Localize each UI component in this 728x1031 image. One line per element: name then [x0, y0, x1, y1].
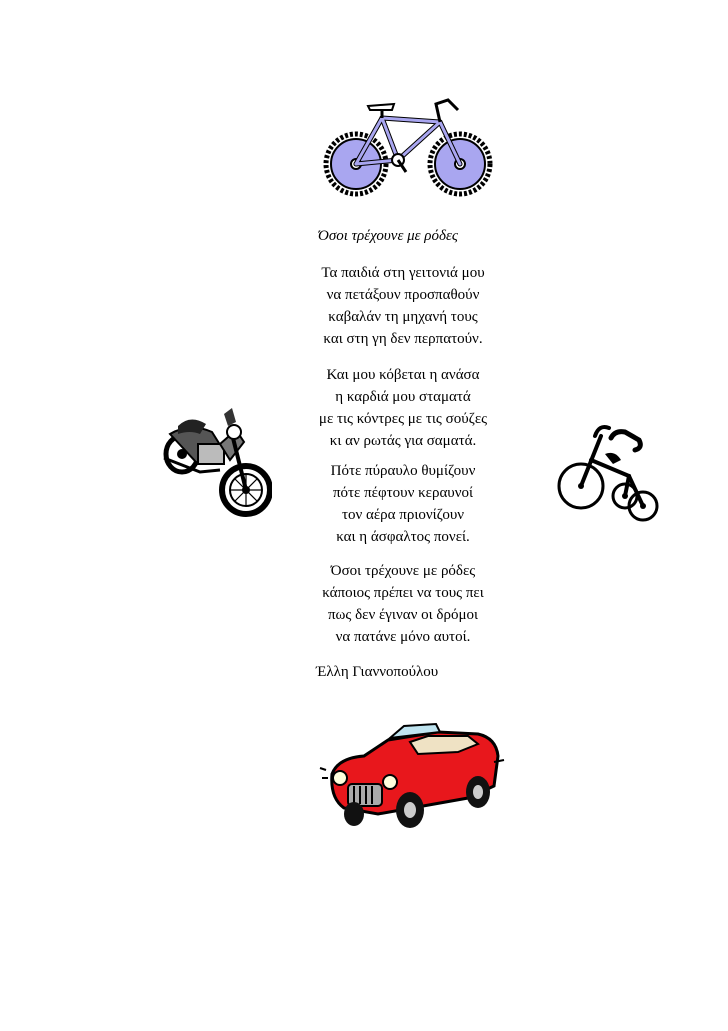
poem-line: και η άσφαλτος πονεί.	[336, 529, 470, 545]
poem-line: Πότε πύραυλο θυμίζουν	[330, 463, 476, 479]
poem-line: να πατάνε μόνο αυτοί.	[335, 629, 471, 645]
car-icon	[318, 722, 508, 834]
stanza-1	[300, 262, 506, 350]
poem-line: και στη γη δεν περπατούν.	[323, 331, 483, 347]
poem-line: με τις κόντρες με τις σούζες	[318, 411, 488, 427]
poem-line: κάποιος πρέπει να τους πει	[322, 585, 484, 601]
poem-line: κι αν ρωτάς για σαματά.	[329, 433, 477, 449]
poem-line: καβαλάν τη μηχανή τους	[328, 309, 478, 325]
poem-line: πότε πέφτουν κεραυνοί	[332, 485, 474, 501]
poem-line: Όσοι τρέχουνε με ρόδες	[330, 563, 476, 579]
poem-line: πως δεν έγιναν οι δρόμοι	[327, 607, 479, 623]
poem-line: τον αέρα πριονίζουν	[341, 507, 465, 523]
tricycle-icon	[555, 420, 661, 524]
stanza-2	[300, 364, 506, 452]
bicycle-icon	[318, 96, 498, 206]
motorcycle-icon	[160, 404, 272, 522]
poem-line: Και μου κόβεται η ανάσα	[326, 367, 480, 383]
stanza-4	[300, 560, 506, 648]
stanza-3	[300, 460, 506, 548]
poem-line: η καρδιά μου σταματά	[335, 389, 471, 405]
poem-author: Έλλη Γιαννοπούλου	[316, 664, 439, 680]
poem-title: Όσοι τρέχουνε με ρόδες	[318, 228, 458, 244]
poem-line: Τα παιδιά στη γειτονιά μου	[321, 265, 485, 281]
poem-line: να πετάξουν προσπαθούν	[326, 287, 480, 303]
